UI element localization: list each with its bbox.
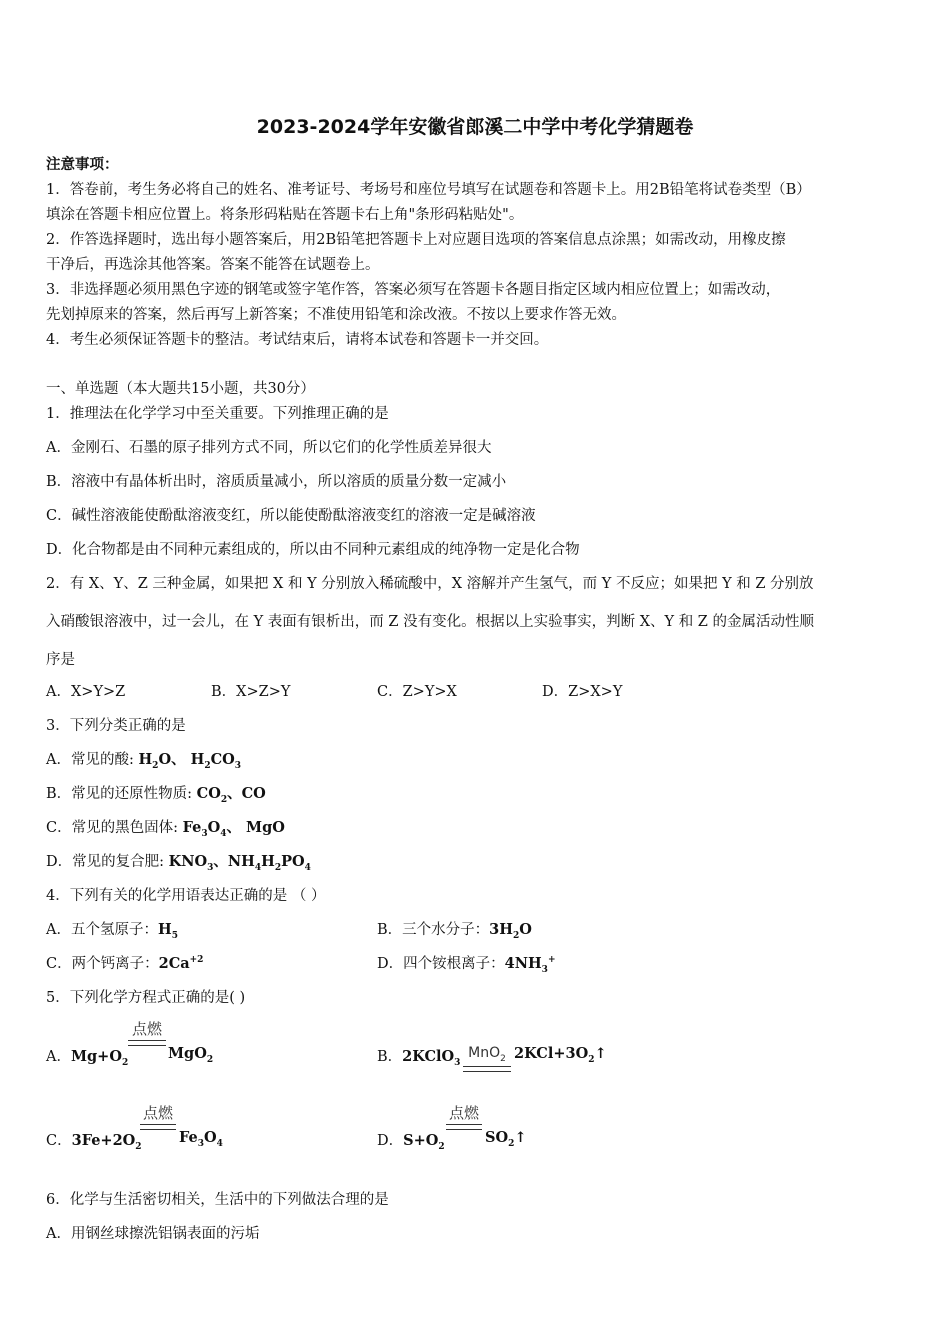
option-c: C．碱性溶液能使酚酞溶液变红，所以能使酚酞溶液变红的溶液一定是碱溶液 [46,508,536,524]
option-c: C．两个钙离子：$2Ca^{+2}$ [46,955,204,972]
notice-heading: 注意事项： [46,156,119,173]
option-d: D．Z>X>Y [542,684,623,700]
option-b-product: $2KCl+3O_2↑$ [514,1045,607,1065]
option-b: B．三个水分子：$3H_2O$ [377,921,532,941]
reaction-equals [128,1040,166,1046]
option-b: B．2KClO$_3$ [377,1048,461,1068]
condition-ignite: 点燃 [448,1104,479,1122]
option-b: B．X>Z>Y [211,684,291,700]
option-a: A．五个氢原子：$H_5$ [46,921,178,941]
notice-line: 3．非选择题必须用黑色字迹的钢笔或签字笔作答，答案必须写在答题卡各题目指定区域内相应位置上；如需改动， [46,282,781,298]
option-c: C．Z>Y>X [377,684,457,700]
question-3-stem: 3．下列分类正确的是 [46,718,186,734]
option-a: A．X>Y>Z [46,684,126,700]
option-b: B．溶液中有晶体析出时，溶质质量减小，所以溶质的质量分数一定减小 [46,474,507,490]
question-5-stem: 5．下列化学方程式正确的是( ) [46,990,246,1006]
question-2-stem: 序是 [46,652,75,668]
option-c: C．$3Fe+2O_2$ [46,1132,142,1152]
page-title: 2023-2024学年安徽省郎溪二中学中考化学猜题卷 [256,116,694,138]
question-4-stem: 4．下列有关的化学用语表达正确的是 （ ） [46,888,326,904]
question-6-stem: 6．化学与生活密切相关，生活中的下列做法合理的是 [46,1192,389,1208]
reaction-equals [446,1124,482,1130]
reaction-equals [140,1124,176,1130]
option-a: A．金刚石、石墨的原子排列方式不同，所以它们的化学性质差异很大 [46,440,492,456]
option-d: D．化合物都是由不同种元素组成的，所以由不同种元素组成的纯净物一定是化合物 [46,542,580,558]
option-d-product: $SO_2↑$ [485,1129,527,1149]
notice-line: 干净后，再选涂其他答案。答案不能答在试题卷上。 [46,257,380,273]
condition-ignite: 点燃 [131,1020,162,1038]
question-1-stem: 1．推理法在化学学习中至关重要。下列推理正确的是 [46,406,389,422]
option-a: A．用钢丝球擦洗铝锅表面的污垢 [46,1226,260,1242]
notice-line: 先划掉原来的答案，然后再写上新答案；不准使用铅笔和涂改液。不按以上要求作答无效。 [46,307,626,323]
option-a: A．常见的酸: $H_2O$、 $H_2CO_3$ [46,751,242,771]
condition-ignite: 点燃 [142,1104,173,1122]
notice-line: 2．作答选择题时，选出每小题答案后，用2B铅笔把答题卡上对应题目选项的答案信息点涂黑；如需改动，用橡皮擦 [46,232,786,248]
option-a: A．$Mg+O_2$ [46,1048,129,1068]
notice-line: 1．答卷前，考生务必将自己的姓名、准考证号、考场号和座位号填写在试题卷和答题卡上。用2B铅笔将试卷类型（B） [46,182,811,198]
option-d: D．$S+O_2$ [377,1132,445,1152]
section-heading: 一、单选题（本大题共15小题，共30分） [46,381,315,397]
notice-line: 填涂在答题卡相应位置上。将条形码粘贴在答题卡右上角"条形码粘贴处"。 [46,207,524,223]
reaction-equals [463,1066,511,1072]
option-c-product: $Fe_3O_4$ [179,1129,223,1149]
question-2-stem: 2．有 X、Y、Z 三种金属，如果把 X 和 Y 分别放入稀硫酸中，X 溶解并产生氢气，而 Y 不反应；如果把 Y 和 Z 分别放 [46,576,814,592]
option-d: D．常见的复合肥: $KNO_3$、$NH_4H_2PO_4$ [46,853,311,873]
option-c: C．常见的黑色固体: $Fe_3O_4$、 MgO [46,819,285,839]
notice-line: 4．考生必须保证答题卡的整洁。考试结束后，请将本试卷和答题卡一并交回。 [46,332,549,348]
condition-catalyst: MnO$_2$ [468,1045,506,1064]
option-d: D．四个铵根离子：$4NH_3^+$ [377,955,556,975]
option-a-product: MgO$_2$ [168,1045,214,1065]
question-2-stem: 入硝酸银溶液中，过一会儿，在 Y 表面有银析出，而 Z 没有变化。根据以上实验事实，判断 X、Y 和 Z 的金属活动性顺 [46,614,814,630]
option-b: B．常见的还原性物质: $CO_2$、CO [46,785,266,805]
